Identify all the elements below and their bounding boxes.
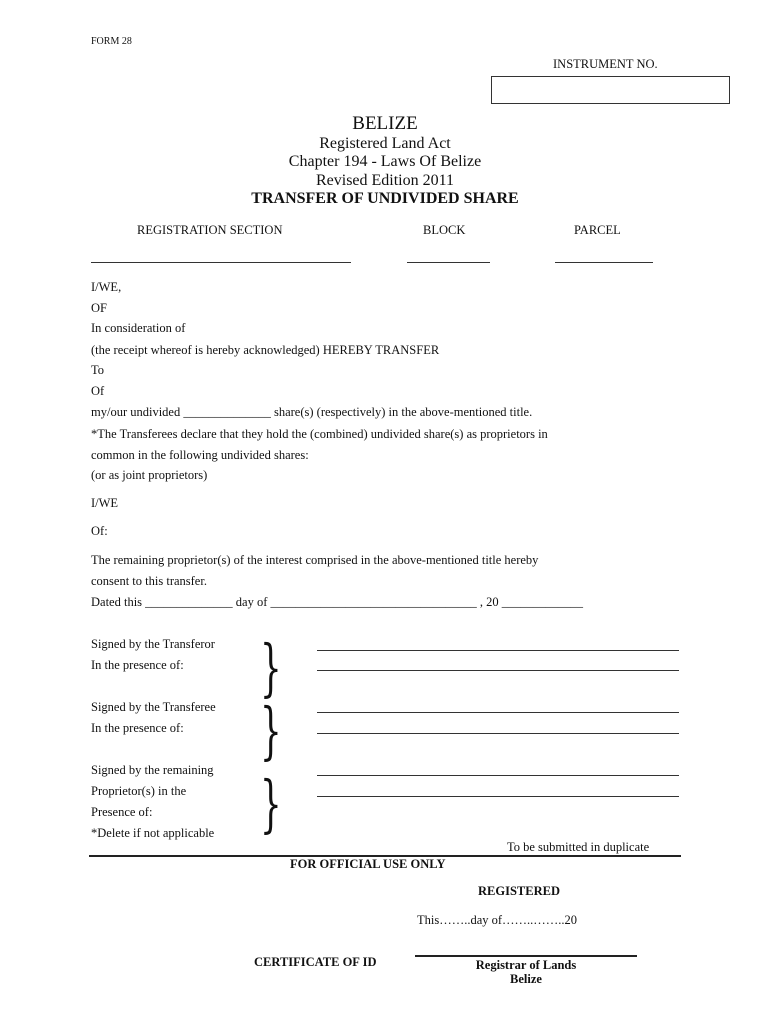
- of3-label: Of:: [91, 524, 108, 538]
- duplicate-note: To be submitted in duplicate: [507, 840, 650, 854]
- remaining-proprietors-line1: The remaining proprietor(s) of the interest comprised in the above-mentioned title hereby: [91, 553, 539, 567]
- of2-label: Of: [91, 384, 105, 398]
- transferee-witness-line[interactable]: [317, 733, 679, 734]
- joint-proprietors-text: (or as joint proprietors): [91, 468, 208, 482]
- official-use-heading: FOR OFFICIAL USE ONLY: [290, 857, 446, 871]
- registrar-signature-line[interactable]: [415, 955, 637, 957]
- registrar-label: Registrar of Lands: [475, 958, 577, 972]
- transferor-witness-line[interactable]: [317, 670, 679, 671]
- registrar-location: Belize: [510, 972, 542, 986]
- transferee-signature-line[interactable]: [317, 712, 679, 713]
- right-brace-icon: }: [260, 694, 282, 767]
- remaining-witness-line[interactable]: [317, 796, 679, 797]
- form-number: FORM 28: [91, 36, 132, 47]
- edition-title: Revised Edition 2011: [315, 172, 455, 189]
- remaining-signature-line[interactable]: [317, 775, 679, 776]
- signed-by-remaining-label: Signed by the remaining: [91, 763, 214, 777]
- signed-by-transferor-label: Signed by the Transferor: [91, 637, 215, 651]
- instrument-label: INSTRUMENT NO.: [553, 57, 658, 71]
- right-brace-icon: }: [260, 767, 282, 840]
- delete-note: *Delete if not applicable: [91, 826, 215, 840]
- remaining-proprietors-line2: consent to this transfer.: [91, 574, 207, 588]
- transferor-signature-line[interactable]: [317, 650, 679, 651]
- transferees-declare-line1: *The Transferees declare that they hold the (combined) undivided share(s) as proprietors in: [91, 427, 548, 441]
- right-brace-icon: }: [260, 631, 282, 704]
- signed-by-transferee-label: Signed by the Transferee: [91, 700, 216, 714]
- presence-label-2: In the presence of:: [91, 721, 184, 735]
- presence-label-3: Presence of:: [91, 805, 153, 819]
- chapter-title: Chapter 194 - Laws Of Belize: [288, 153, 482, 170]
- iwe2-label: I/WE: [91, 496, 119, 510]
- registered-date-line: This……..day of……..……..20: [417, 913, 578, 927]
- registration-section-label: REGISTRATION SECTION: [137, 223, 283, 237]
- country-title: BELIZE: [352, 113, 418, 134]
- to-label: To: [91, 363, 105, 377]
- undivided-share-text: my/our undivided ______________ share(s) (respectively) in the above-mentioned title.: [91, 405, 533, 419]
- proprietors-label: Proprietor(s) in the: [91, 784, 187, 798]
- registration-section-field[interactable]: [91, 262, 351, 263]
- act-title: Registered Land Act: [319, 135, 451, 152]
- parcel-field[interactable]: [555, 262, 653, 263]
- of-label: OF: [91, 301, 107, 315]
- dated-line: Dated this ______________ day of _________________________________ , 20 _____________: [91, 595, 583, 609]
- block-field[interactable]: [407, 262, 490, 263]
- certificate-label: CERTIFICATE OF ID: [254, 955, 377, 969]
- parcel-label: PARCEL: [574, 223, 621, 237]
- iwe-label: I/WE,: [91, 280, 122, 294]
- instrument-number-box[interactable]: [491, 76, 730, 104]
- registered-label: REGISTERED: [478, 884, 560, 898]
- form-title: TRANSFER OF UNDIVIDED SHARE: [251, 190, 519, 207]
- consideration-label: In consideration of: [91, 321, 186, 335]
- receipt-text: (the receipt whereof is hereby acknowledged) HEREBY TRANSFER: [91, 343, 440, 357]
- block-label: BLOCK: [423, 223, 466, 237]
- presence-label-1: In the presence of:: [91, 658, 184, 672]
- transferees-declare-line2: common in the following undivided shares:: [91, 448, 309, 462]
